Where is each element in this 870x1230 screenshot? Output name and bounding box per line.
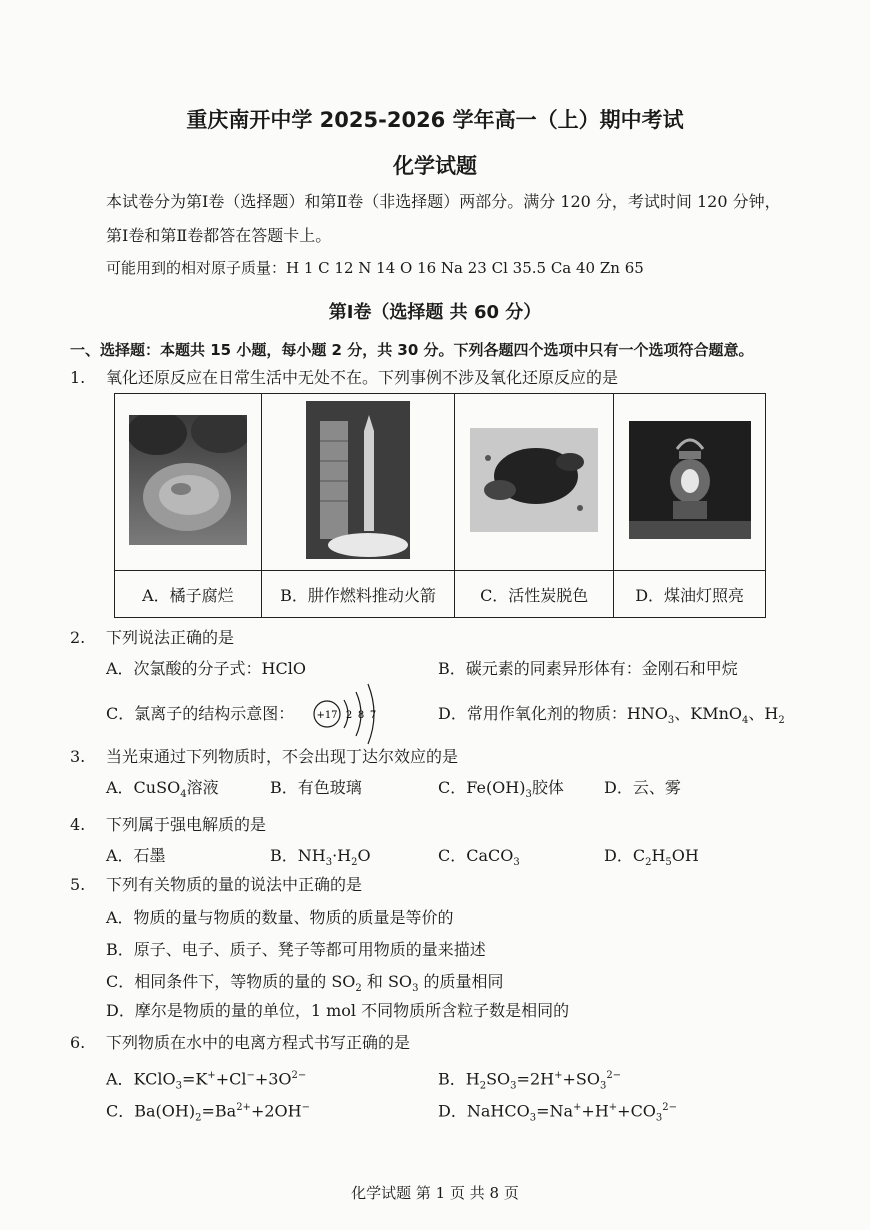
q1-image-cell-c [455, 394, 614, 571]
shell-2-electrons: 8 [357, 710, 365, 721]
q1-option-b: B．肼作燃料推动火箭 [261, 571, 454, 618]
q4-option-b: B．$NH_3\cdot H_2O$ [270, 846, 371, 869]
q1-image-table [114, 393, 766, 618]
page-footer: 化学试题 第 1 页 共 8 页 [351, 1184, 519, 1202]
q4-stem: 下列属于强电解质的是 [106, 815, 267, 834]
q6-option-a: A．$KClO_3=K^++Cl^-+3O^{2-}$ [106, 1069, 307, 1092]
q1-option-d: D．煤油灯照亮 [614, 571, 766, 618]
intro-line-1: 本试卷分为第Ⅰ卷（选择题）和第Ⅱ卷（非选择题）两部分。满分 120 分，考试时间 120 分钟， [106, 192, 781, 211]
q3-number: 3. [70, 747, 86, 766]
q1-number: 1. [70, 368, 86, 387]
q4-option-c: C．CaCO$_3$ [438, 846, 520, 869]
q1-option-a: A．橘子腐烂 [115, 571, 262, 618]
q1-image-cell-b [261, 394, 454, 571]
shell-3-electrons: 7 [369, 710, 377, 721]
q4-option-a: A．石墨 [106, 846, 166, 865]
q5-option-d: D．摩尔是物质的量的单位，1 mol 不同物质所含粒子数是相同的 [106, 1001, 570, 1020]
q6-stem: 下列物质在水中的电离方程式书写正确的是 [106, 1033, 411, 1052]
kerosene-lamp-image [629, 421, 751, 539]
q2-option-c: C．氯离子的结构示意图： [106, 704, 295, 723]
part1-title: 第Ⅰ卷（选择题 共 60 分） [328, 302, 542, 323]
q6-number: 6. [70, 1033, 86, 1052]
nucleus-charge: +17 [316, 710, 338, 721]
intro-line-2: 第Ⅰ卷和第Ⅱ卷都答在答题卡上。 [106, 226, 332, 245]
q1-stem: 氧化还原反应在日常生活中无处不在。下列事例不涉及氧化还原反应的是 [106, 368, 619, 387]
section-1-heading: 一、选择题：本题共 15 小题，每小题 2 分，共 30 分。下列各题四个选项中只有一个选项符合题意。 [70, 341, 754, 359]
q5-stem: 下列有关物质的量的说法中正确的是 [106, 875, 363, 894]
shell-1-electrons: 2 [345, 710, 353, 721]
q5-option-a: A．物质的量与物质的数量、物质的质量是等价的 [106, 908, 454, 927]
rotten-orange-image [129, 415, 247, 545]
q5-number: 5. [70, 875, 86, 894]
q6-option-c: C．$Ba(OH)_2=Ba^{2+}+2OH^-$ [106, 1101, 310, 1124]
q3-option-a: A．CuSO$_4$溶液 [106, 778, 219, 801]
q2-option-d: D．常用作氧化剂的物质：$HNO_3$、KMnO$_4$、$H_2$ [438, 704, 785, 727]
atomic-masses: 可能用到的相对原子质量：H 1 C 12 N 14 O 16 Na 23 Cl 35.5 Ca 40 Zn 65 [106, 259, 644, 277]
q3-option-b: B．有色玻璃 [270, 778, 362, 797]
q2-option-b: B．碳元素的同素异形体有：金刚石和甲烷 [438, 659, 738, 678]
q6-option-b: B．$H_2SO_3=2H^++SO_3^{2-}$ [438, 1069, 622, 1092]
q4-option-d: D．$C_2H_5OH$ [604, 846, 699, 869]
activated-carbon-image [470, 428, 598, 532]
exam-title: 重庆南开中学 2025-2026 学年高一（上）期中考试 [186, 108, 684, 132]
chloride-ion-structure-diagram [312, 682, 382, 746]
q1-image-cell-a [115, 394, 262, 571]
q5-option-c: C．相同条件下，等物质的量的 $SO_2$ 和 $SO_3$ 的质量相同 [106, 972, 504, 995]
q4-number: 4. [70, 815, 86, 834]
subject-title: 化学试题 [393, 154, 477, 178]
q2-stem: 下列说法正确的是 [106, 628, 235, 647]
q5-option-b: B．原子、电子、质子、凳子等都可用物质的量来描述 [106, 940, 486, 959]
q3-option-c: C．$Fe(OH)_3$胶体 [438, 778, 564, 801]
q2-number: 2. [70, 628, 86, 647]
q1-option-c: C．活性炭脱色 [455, 571, 614, 618]
q2-option-a: A．次氯酸的分子式：HClO [106, 659, 306, 678]
q1-image-cell-d [614, 394, 766, 571]
q6-option-d: D．$NaHCO_3=Na^++H^++CO_3^{2-}$ [438, 1101, 678, 1124]
q3-option-d: D．云、雾 [604, 778, 681, 797]
rocket-launch-image [306, 401, 410, 559]
q3-stem: 当光束通过下列物质时，不会出现丁达尔效应的是 [106, 747, 459, 766]
